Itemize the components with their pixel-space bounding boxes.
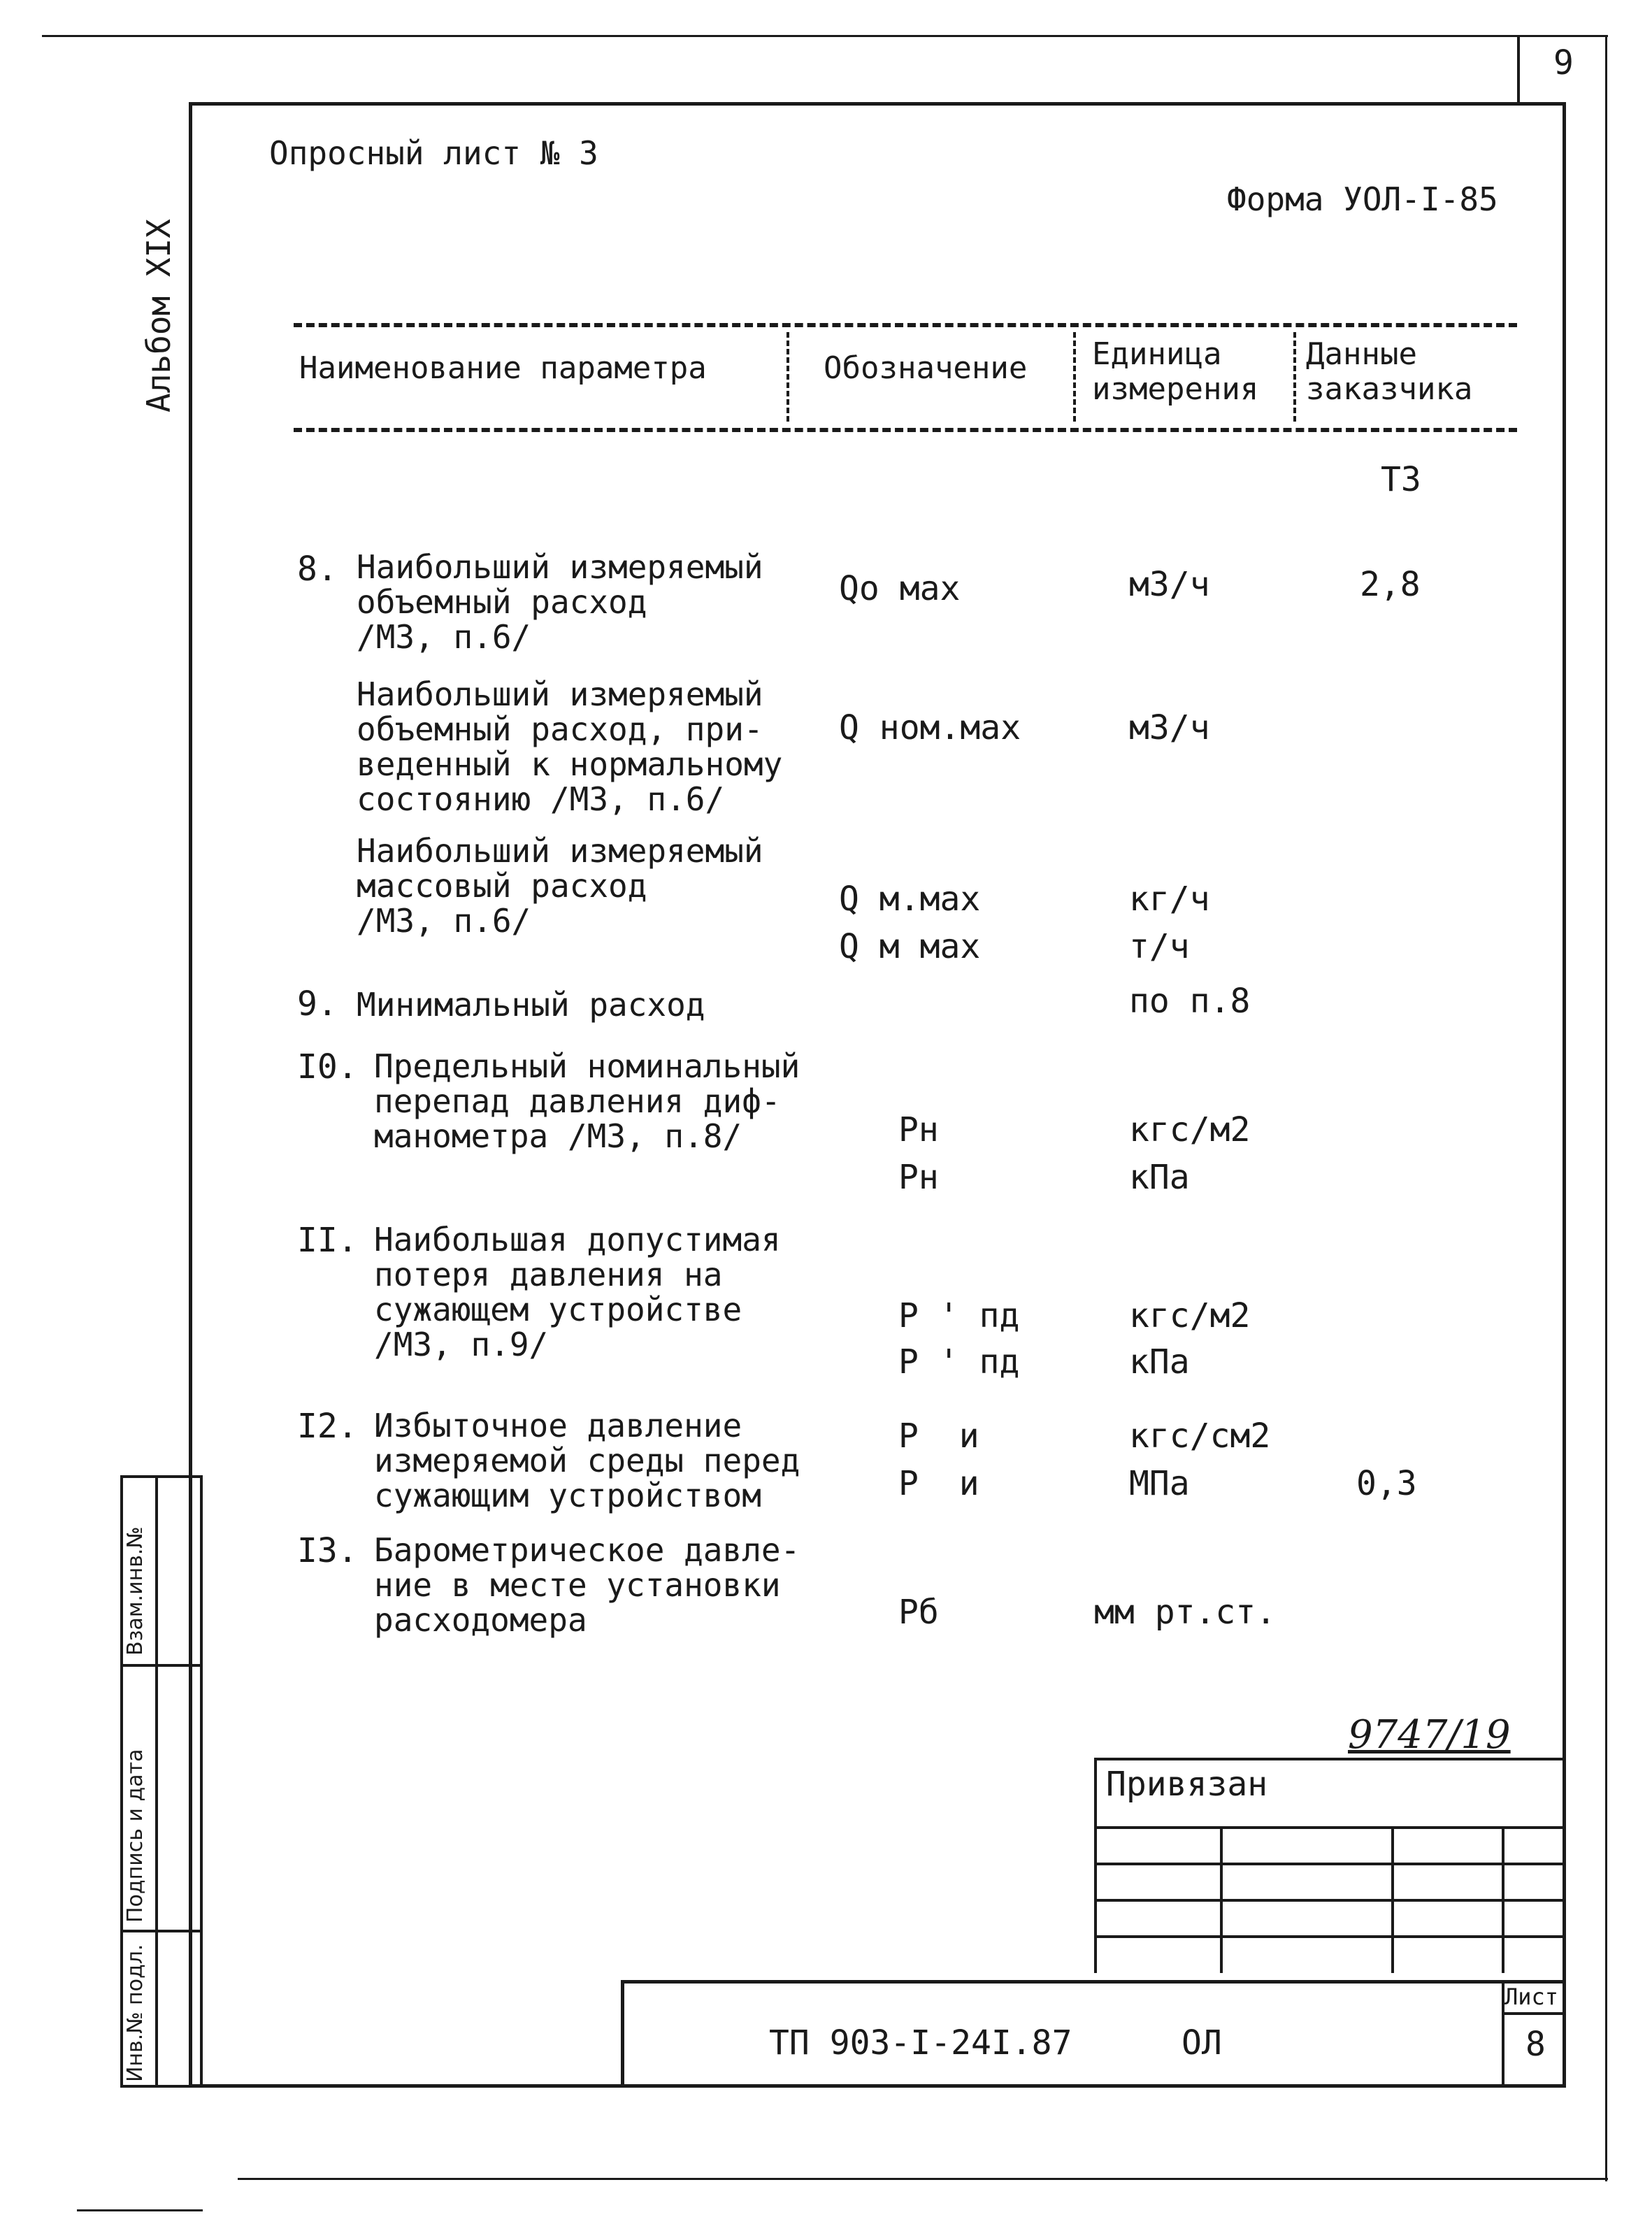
bottom-short-line: [77, 2209, 203, 2211]
row-12-value: 0,3: [1356, 1464, 1417, 1503]
row-8-number: 8.: [297, 550, 338, 589]
bound-grid-v1: [1220, 1826, 1223, 1973]
row-11-unit-1: кгс/м2: [1129, 1296, 1251, 1335]
sheet-number: 8: [1525, 2025, 1546, 2064]
row-13-symbol: Рб: [898, 1593, 939, 1632]
side-stamp-div-2: [120, 1930, 203, 1932]
row-8b-text: Наибольший измеряемый объемный расход, при- веденный к нормальному состоянию /МЗ, п.6/: [357, 675, 783, 818]
row-13-text: Барометрическое давле- ние в месте установки расходомера: [374, 1531, 800, 1639]
header-dash-bottom: [294, 428, 1517, 432]
row-11-text: Наибольшая допустимая потеря давления на сужающем устройстве /МЗ, п.9/: [374, 1221, 781, 1363]
row-10-number: I0.: [297, 1047, 358, 1086]
bottom-outer-line: [238, 2178, 1608, 2180]
top-outer-line: [42, 35, 1608, 37]
header-sep-3: [1293, 332, 1296, 422]
row-12-symbol-1: Р и: [898, 1416, 979, 1456]
row-12-number: I2.: [297, 1407, 358, 1446]
bound-label: Привязан: [1106, 1765, 1268, 1804]
row-8-symbol: Qo мах: [839, 569, 961, 608]
row-13-unit: мм рт.ст.: [1094, 1593, 1277, 1632]
row-9-number: 9.: [297, 984, 338, 1024]
page-number-box-left: [1517, 35, 1520, 105]
row-10-symbol-1: Рн: [898, 1110, 939, 1149]
row-9-text: Минимальный расход: [357, 986, 705, 1024]
row-8c-symbol-1: Q м.мах: [839, 880, 981, 919]
bound-grid-h3: [1094, 1899, 1566, 1902]
row-12-text: Избыточное давление измеряемой среды перед сужающим устройством: [374, 1407, 800, 1514]
sheet-label: Лист: [1504, 1984, 1559, 2010]
row-8b-symbol: Q ном.мах: [839, 708, 1021, 747]
row-10-text: Предельный номинальный перепад давления диф- манометра /МЗ, п.8/: [374, 1047, 800, 1155]
row-9-unit: по п.8: [1129, 982, 1251, 1021]
page-number: 9: [1553, 43, 1574, 83]
row-11-unit-2: кПа: [1129, 1342, 1190, 1382]
row-10-unit-2: кПа: [1129, 1158, 1190, 1197]
doc-code: ТП 903-I-24I.87: [769, 2023, 1072, 2063]
handwritten-number: 9747/19: [1348, 1712, 1511, 1758]
row-8c-unit-1: кг/ч: [1129, 880, 1210, 919]
row-8-unit: м3/ч: [1129, 565, 1210, 604]
bound-grid-v2: [1391, 1826, 1394, 1973]
page-title: Опросный лист № 3: [269, 134, 598, 172]
row-8b-unit: м3/ч: [1129, 708, 1210, 747]
bound-grid-h1: [1094, 1826, 1566, 1829]
row-10-symbol-2: Рн: [898, 1158, 939, 1197]
row-12-unit-1: кгс/см2: [1129, 1416, 1271, 1456]
row-12-unit-2: МПа: [1129, 1464, 1190, 1503]
side-label-inv-orig: Инв.№ подл.: [123, 1944, 148, 2082]
row-8-text: Наибольший измеряемый объемный расход /МЗ, п.6/: [357, 548, 763, 656]
side-stamp-inner: [155, 1475, 158, 2088]
col-param-header: Наименование параметра: [299, 350, 707, 386]
t3-label: ТЗ: [1381, 460, 1421, 499]
bound-grid-h2: [1094, 1863, 1566, 1865]
header-dash-top: [294, 323, 1517, 327]
row-11-symbol-2: Р ' пд: [898, 1342, 1020, 1382]
col-symbol-header: Обозначение: [824, 350, 1028, 386]
side-label-replace-inv: Взам.инв.№: [123, 1526, 148, 1656]
title-block: [621, 1980, 1566, 2088]
header-sep-2: [1073, 332, 1076, 422]
row-11-number: II.: [297, 1221, 358, 1260]
col-unit-header: Единица измерения: [1092, 336, 1259, 407]
side-stamp-div-1: [120, 1664, 203, 1667]
doc-type: ОЛ: [1181, 2023, 1222, 2063]
row-8c-text: Наибольший измеряемый массовый расход /МЗ, п.6/: [357, 832, 763, 940]
side-label-sign-date: Подпись и дата: [123, 1749, 148, 1923]
row-10-unit-1: кгс/м2: [1129, 1110, 1251, 1149]
row-8c-symbol-2: Q м мах: [839, 927, 981, 966]
bound-grid-v3: [1502, 1826, 1504, 1973]
row-8c-unit-2: т/ч: [1129, 927, 1190, 966]
row-8-value: 2,8: [1360, 565, 1421, 604]
header-sep-1: [787, 332, 789, 422]
col-customer-header: Данные заказчика: [1306, 336, 1473, 407]
sheet-cell-divider: [1502, 2012, 1566, 2015]
row-13-number: I3.: [297, 1531, 358, 1570]
row-11-symbol-1: Р ' пд: [898, 1296, 1020, 1335]
form-code: Форма УОЛ-I-85: [1227, 180, 1498, 218]
right-outer-line: [1605, 35, 1607, 2181]
album-label: Альбом XIX: [140, 219, 178, 413]
bound-grid-h4: [1094, 1935, 1566, 1938]
row-12-symbol-2: Р и: [898, 1464, 979, 1503]
